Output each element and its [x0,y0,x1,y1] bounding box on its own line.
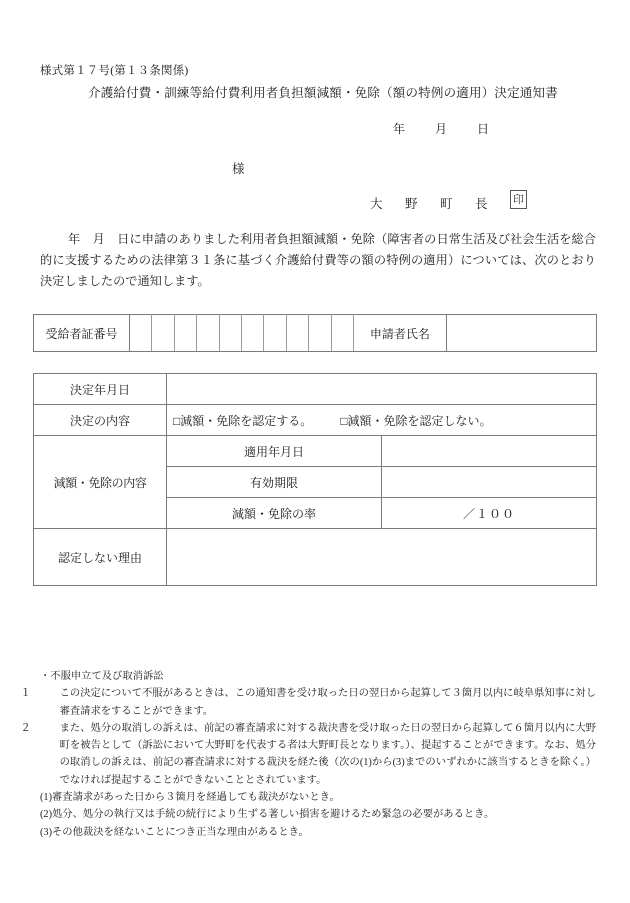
date-day-label: 日 [477,122,490,136]
appeal-note-1-text: この決定について不服があるときは、この通知書を受け取った日の翌日から起算して３箇月以内に岐阜県知事に対し審査請求をすることができます。 [59,688,596,717]
denial-reason-value[interactable] [167,529,597,586]
apply-date-label: 適用年月日 [167,436,382,467]
cert-number-cell-7[interactable] [264,315,286,352]
apply-date-value[interactable] [382,436,597,467]
applicant-name-label: 申請者氏名 [353,315,446,352]
checkbox-approve[interactable]: □減額・免除を認定する。 [173,413,313,428]
reduction-rate-value[interactable]: ／１００ [382,498,597,529]
table-row [34,436,597,467]
appeal-notes-heading: ・不服申立て及び取消訴訟 [40,671,164,682]
reduction-content-label: 減額・免除の内容 [34,436,167,529]
document-title: 介護給付費・訓練等給付費利用者負担額減額・免除（額の特例の適用）決定通知書 [88,86,558,100]
valid-period-label: 有効期限 [167,467,382,498]
appeal-notes [20,668,596,841]
checkbox-deny[interactable]: □減額・免除を認定しない。 [340,413,492,428]
appeal-note-1-number: １ [20,688,31,700]
applicant-name-value[interactable] [446,315,596,352]
decision-options-group [173,414,492,428]
form-number: 様式第１７号(第１３条関係) [40,65,189,77]
denial-reason-label: 認定しない理由 [34,529,167,586]
decision-date-value[interactable] [167,374,597,405]
issuer-name: 大 野 町 長 [370,197,493,211]
decision-content-options [167,405,597,436]
body-paragraph: 年 月 日に申請のありました利用者負担額減額・免除（障害者の日常生活及び社会生活を総合的に支援するための法律第３１条に基づく介護給付費等の額の特例の適用）については、次のとおり決定しましたので通知します。 [40,232,596,288]
appeal-note-item-1 [20,685,596,720]
date-month-label: 月 [435,122,448,136]
date-year-label: 年 [393,122,406,136]
seal-stamp-box: 印 [510,190,527,209]
appeal-note-item-2 [20,720,596,789]
cert-number-label: 受給者証番号 [34,315,130,352]
recipient-honorific: 様 [232,162,245,176]
table-row [34,405,597,436]
cert-number-cell-3[interactable] [174,315,196,352]
appeal-note-sub-1: (1)審査請求があった日から３箇月を経過しても裁決がないとき。 [40,792,340,804]
appeal-note-2-number: ２ [20,722,31,734]
recipient-info-table [33,314,597,352]
cert-number-cell-4[interactable] [197,315,219,352]
appeal-note-sub-3: (3)その他裁決を経ないことにつき正当な理由があるとき。 [40,826,309,838]
cert-number-cell-5[interactable] [219,315,241,352]
issue-date-line [393,120,489,137]
decision-content-label: 決定の内容 [34,405,167,436]
table-row [34,315,597,352]
decision-date-label: 決定年月日 [34,374,167,405]
cert-number-cell-8[interactable] [286,315,308,352]
decision-table [33,373,597,586]
table-row [34,529,597,586]
table-row [34,374,597,405]
cert-number-cell-1[interactable] [130,315,152,352]
cert-number-cell-9[interactable] [309,315,331,352]
appeal-note-2-text: また、処分の取消しの訴えは、前記の審査請求に対する裁決書を受け取った日の翌日から起算して６箇月以内に大野町を被告として（訴訟において大野町を代表する者は大野町長となります。）、提起することができます。なお、処分の取消しの訴えは、前記の審査請求に対する裁決を経た後（次の(1)から(3)までのいずれかに該当するときを除く。）でなければ提起することができないこととされています。 [59,722,596,786]
cert-number-cell-6[interactable] [241,315,263,352]
appeal-note-sub-2: (2)処分、処分の執行又は手続の続行により生ずる著しい損害を避けるため緊急の必要があるとき。 [40,809,495,821]
cert-number-cell-2[interactable] [152,315,174,352]
reduction-rate-label: 減額・免除の率 [167,498,382,529]
cert-number-cell-10[interactable] [331,315,353,352]
valid-period-value[interactable] [382,467,597,498]
